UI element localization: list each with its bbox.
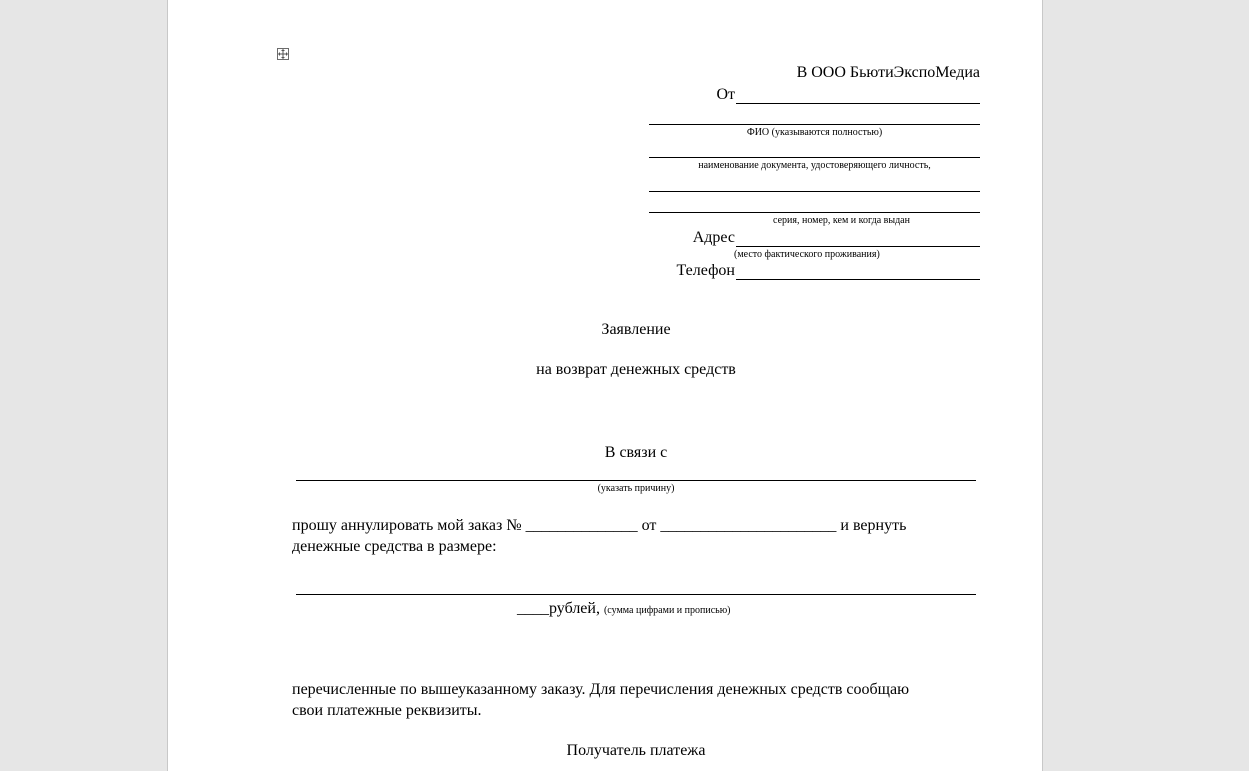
amount-text: ____рублей,: [517, 600, 600, 617]
transfer-line-2: свои платежные реквизиты.: [292, 702, 482, 719]
phone-line[interactable]: [736, 279, 980, 280]
amount-row: [517, 599, 731, 619]
fio-line[interactable]: [649, 124, 980, 125]
table-move-handle-icon[interactable]: [277, 48, 289, 60]
request-line-1: прошу аннулировать мой заказ № ______________ от ______________________ и вернуть: [292, 517, 907, 534]
fio-caption: ФИО (указываются полностью): [746, 127, 883, 138]
from-label: От: [716, 86, 735, 103]
reason-intro: В связи с: [604, 444, 668, 461]
amount-line[interactable]: [296, 594, 976, 595]
document-caption: наименование документа, удостоверяющего личность,: [698, 160, 931, 171]
request-line-2: денежные средства в размере:: [292, 538, 497, 555]
document-line[interactable]: [649, 157, 980, 158]
recipient-company: В ООО БьютиЭкспоМедиа: [796, 64, 980, 81]
document-subtitle: на возврат денежных средств: [536, 361, 736, 378]
series-line[interactable]: [649, 212, 980, 213]
reason-caption: (указать причину): [597, 483, 675, 494]
from-line[interactable]: [736, 103, 980, 104]
address-caption: (место фактического проживания): [734, 249, 880, 260]
recipient-heading: Получатель платежа: [566, 742, 706, 759]
series-caption: серия, номер, кем и когда выдан: [773, 215, 910, 226]
transfer-line-1: перечисленные по вышеуказанному заказу. Для перечисления денежных средств сообщаю: [292, 681, 910, 698]
phone-label: Телефон: [676, 262, 735, 279]
document-title: Заявление: [601, 321, 671, 338]
document-line-2[interactable]: [649, 191, 980, 192]
address-label: Адрес: [692, 229, 735, 246]
amount-caption: (сумма цифрами и прописью): [603, 605, 731, 616]
document-page: [168, 0, 1042, 771]
reason-line[interactable]: [296, 480, 976, 481]
address-line[interactable]: [736, 246, 980, 247]
